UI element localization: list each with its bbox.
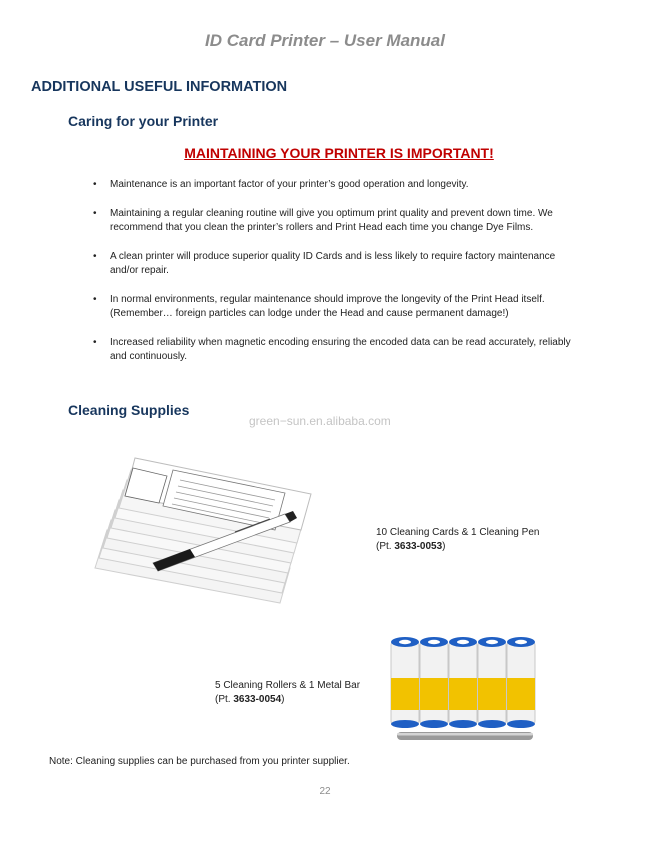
roller-group xyxy=(391,637,535,728)
cleaning-rollers-caption xyxy=(215,679,360,707)
part-suffix: ) xyxy=(442,541,446,552)
card-stack xyxy=(95,458,311,603)
metal-bar xyxy=(397,732,533,740)
cleaning-cards-caption-line1: 10 Cleaning Cards & 1 Cleaning Pen xyxy=(376,527,540,538)
maintenance-alert-heading: MAINTAINING YOUR PRINTER IS IMPORTANT! xyxy=(184,145,494,161)
bullet-text: Maintaining a regular cleaning routine will give you optimum print quality and prevent down time. We recommend that you clean the printer’s rollers and Print Head each time you change Dye Films. xyxy=(110,207,553,233)
cleaning-roller xyxy=(420,637,448,728)
supplies-note: Note: Cleaning supplies can be purchased from you printer supplier. xyxy=(49,756,350,767)
bullet-text: A clean printer will produce superior quality ID Cards and is less likely to require factory maintenance and/or repair. xyxy=(110,250,556,276)
cleaning-rollers-part-line xyxy=(215,693,360,707)
cleaning-roller xyxy=(391,637,419,728)
bullet-item xyxy=(93,207,573,236)
cleaning-cards-caption xyxy=(376,526,539,554)
bullet-text: Increased reliability when magnetic encoding ensuring the encoded data can be read accurately, reliably and continuously. xyxy=(110,336,571,362)
cleaning-cards-image xyxy=(85,448,355,613)
bullet-item xyxy=(93,336,573,365)
bullet-glyph: • xyxy=(93,250,97,262)
bullet-text: Maintenance is an important factor of your printer’s good operation and longevity. xyxy=(110,179,469,190)
cleaning-supplies-heading: Cleaning Supplies xyxy=(68,402,190,418)
bullet-glyph: • xyxy=(93,336,97,348)
bullet-text: In normal environments, regular maintenance should improve the longevity of the Print Head itself. (Remember… foreign particles can lodge under the Head and cause permanent damage!) xyxy=(110,293,545,319)
part-suffix: ) xyxy=(281,694,285,705)
part-prefix: (Pt. xyxy=(215,694,234,705)
watermark-text: green−sun.en.alibaba.com xyxy=(249,414,391,428)
page-number: 22 xyxy=(319,786,331,797)
part-prefix: (Pt. xyxy=(376,541,395,552)
cleaning-rollers-caption-line1: 5 Cleaning Rollers & 1 Metal Bar xyxy=(215,680,361,691)
cleaning-roller xyxy=(449,637,477,728)
cleaning-cards-part-number: 3633-0053 xyxy=(394,541,443,552)
cleaning-cards-illustration xyxy=(85,448,355,613)
cleaning-roller xyxy=(478,637,506,728)
caring-heading: Caring for your Printer xyxy=(68,113,219,129)
cleaning-cards-part-line xyxy=(376,540,539,554)
section-heading: ADDITIONAL USEFUL INFORMATION xyxy=(31,79,288,95)
cleaning-rollers-illustration xyxy=(383,628,543,753)
cleaning-roller xyxy=(507,637,535,728)
bullet-glyph: • xyxy=(93,207,97,219)
bullet-item xyxy=(93,293,573,322)
bullet-item xyxy=(93,178,573,193)
bullet-item xyxy=(93,250,573,279)
cleaning-rollers-image xyxy=(383,628,543,753)
bullet-glyph: • xyxy=(93,179,97,190)
bullet-glyph: • xyxy=(93,293,97,305)
cleaning-rollers-part-number: 3633-0054 xyxy=(233,694,282,705)
maintenance-bullet-list xyxy=(93,178,573,379)
page-header-title: ID Card Printer – User Manual xyxy=(205,31,445,50)
